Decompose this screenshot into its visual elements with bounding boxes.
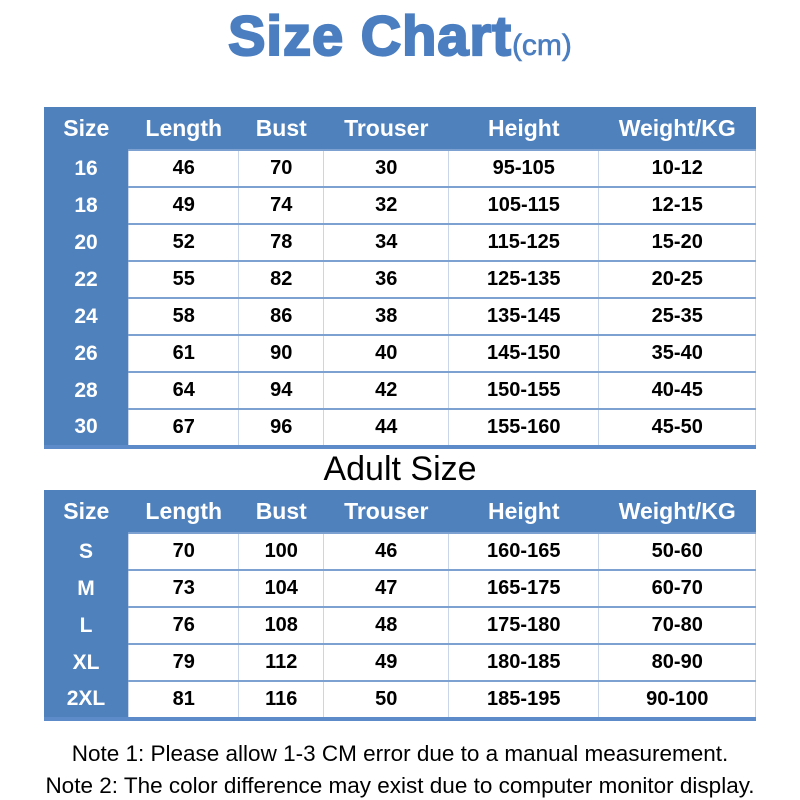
- value-cell: 135-145: [449, 298, 599, 335]
- header-row: [44, 490, 756, 533]
- value-cell: 74: [239, 187, 324, 224]
- value-cell: 45-50: [599, 409, 756, 447]
- size-label-cell: 26: [44, 335, 129, 372]
- value-cell: 86: [239, 298, 324, 335]
- column-header-trouser: Trouser: [324, 490, 449, 533]
- size-label-cell: M: [44, 570, 129, 607]
- adult-size-table: [44, 490, 757, 721]
- size-label-cell: 16: [44, 150, 129, 187]
- value-cell: 185-195: [449, 681, 599, 719]
- value-cell: 55: [129, 261, 239, 298]
- column-header-height: Height: [449, 107, 599, 150]
- size-label-cell: 20: [44, 224, 129, 261]
- value-cell: 116: [239, 681, 324, 719]
- value-cell: 12-15: [599, 187, 756, 224]
- value-cell: 15-20: [599, 224, 756, 261]
- value-cell: 70: [129, 533, 239, 570]
- value-cell: 80-90: [599, 644, 756, 681]
- value-cell: 90: [239, 335, 324, 372]
- table-row: [44, 298, 756, 335]
- value-cell: 58: [129, 298, 239, 335]
- value-cell: 115-125: [449, 224, 599, 261]
- value-cell: 90-100: [599, 681, 756, 719]
- size-label-cell: 28: [44, 372, 129, 409]
- value-cell: 70-80: [599, 607, 756, 644]
- value-cell: 180-185: [449, 644, 599, 681]
- page-title-text: Size Chart: [228, 4, 512, 67]
- table-row: [44, 681, 756, 719]
- table-row: [44, 335, 756, 372]
- page-title: [0, 4, 800, 83]
- value-cell: 50: [324, 681, 449, 719]
- value-cell: 108: [239, 607, 324, 644]
- size-label-cell: S: [44, 533, 129, 570]
- value-cell: 35-40: [599, 335, 756, 372]
- value-cell: 112: [239, 644, 324, 681]
- value-cell: 64: [129, 372, 239, 409]
- column-header-length: Length: [129, 107, 239, 150]
- value-cell: 47: [324, 570, 449, 607]
- table-row: [44, 261, 756, 298]
- table-row: [44, 409, 756, 447]
- column-header-bust: Bust: [239, 107, 324, 150]
- value-cell: 36: [324, 261, 449, 298]
- value-cell: 125-135: [449, 261, 599, 298]
- value-cell: 82: [239, 261, 324, 298]
- column-header-trouser: Trouser: [324, 107, 449, 150]
- size-label-cell: L: [44, 607, 129, 644]
- value-cell: 94: [239, 372, 324, 409]
- value-cell: 105-115: [449, 187, 599, 224]
- table-row: [44, 644, 756, 681]
- value-cell: 10-12: [599, 150, 756, 187]
- value-cell: 40-45: [599, 372, 756, 409]
- table-row: [44, 187, 756, 224]
- value-cell: 155-160: [449, 409, 599, 447]
- note-2: Note 2: The color difference may exist due to computer monitor display.: [45, 773, 755, 798]
- value-cell: 42: [324, 372, 449, 409]
- value-cell: 100: [239, 533, 324, 570]
- value-cell: 50-60: [599, 533, 756, 570]
- value-cell: 40: [324, 335, 449, 372]
- column-header-size: Size: [44, 490, 129, 533]
- adult-size-heading: Adult Size: [323, 450, 477, 488]
- value-cell: 76: [129, 607, 239, 644]
- size-label-cell: 18: [44, 187, 129, 224]
- value-cell: 160-165: [449, 533, 599, 570]
- value-cell: 48: [324, 607, 449, 644]
- value-cell: 165-175: [449, 570, 599, 607]
- value-cell: 38: [324, 298, 449, 335]
- value-cell: 44: [324, 409, 449, 447]
- column-header-bust: Bust: [239, 490, 324, 533]
- note-1: Note 1: Please allow 1-3 CM error due to a manual measurement.: [71, 741, 729, 766]
- value-cell: 67: [129, 409, 239, 447]
- column-header-weight-kg: Weight/KG: [599, 490, 756, 533]
- value-cell: 20-25: [599, 261, 756, 298]
- value-cell: 95-105: [449, 150, 599, 187]
- table-row: [44, 607, 756, 644]
- size-label-cell: 22: [44, 261, 129, 298]
- value-cell: 49: [324, 644, 449, 681]
- table-row: [44, 150, 756, 187]
- value-cell: 49: [129, 187, 239, 224]
- value-cell: 78: [239, 224, 324, 261]
- column-header-weight-kg: Weight/KG: [599, 107, 756, 150]
- size-label-cell: XL: [44, 644, 129, 681]
- value-cell: 30: [324, 150, 449, 187]
- size-label-cell: 24: [44, 298, 129, 335]
- value-cell: 52: [129, 224, 239, 261]
- column-header-length: Length: [129, 490, 239, 533]
- table-row: [44, 372, 756, 409]
- value-cell: 150-155: [449, 372, 599, 409]
- column-header-height: Height: [449, 490, 599, 533]
- size-label-cell: 30: [44, 409, 129, 447]
- header-row: [44, 107, 756, 150]
- youth-size-table: [44, 107, 757, 449]
- table-row: [44, 570, 756, 607]
- column-header-size: Size: [44, 107, 129, 150]
- table-row: [44, 224, 756, 261]
- value-cell: 34: [324, 224, 449, 261]
- size-label-cell: 2XL: [44, 681, 129, 719]
- table-row: [44, 533, 756, 570]
- value-cell: 73: [129, 570, 239, 607]
- value-cell: 104: [239, 570, 324, 607]
- value-cell: 96: [239, 409, 324, 447]
- notes-section: [0, 738, 800, 800]
- value-cell: 70: [239, 150, 324, 187]
- value-cell: 32: [324, 187, 449, 224]
- value-cell: 46: [129, 150, 239, 187]
- page-title-unit: (cm): [511, 29, 572, 62]
- value-cell: 61: [129, 335, 239, 372]
- value-cell: 175-180: [449, 607, 599, 644]
- value-cell: 145-150: [449, 335, 599, 372]
- value-cell: 60-70: [599, 570, 756, 607]
- value-cell: 46: [324, 533, 449, 570]
- value-cell: 81: [129, 681, 239, 719]
- value-cell: 25-35: [599, 298, 756, 335]
- value-cell: 79: [129, 644, 239, 681]
